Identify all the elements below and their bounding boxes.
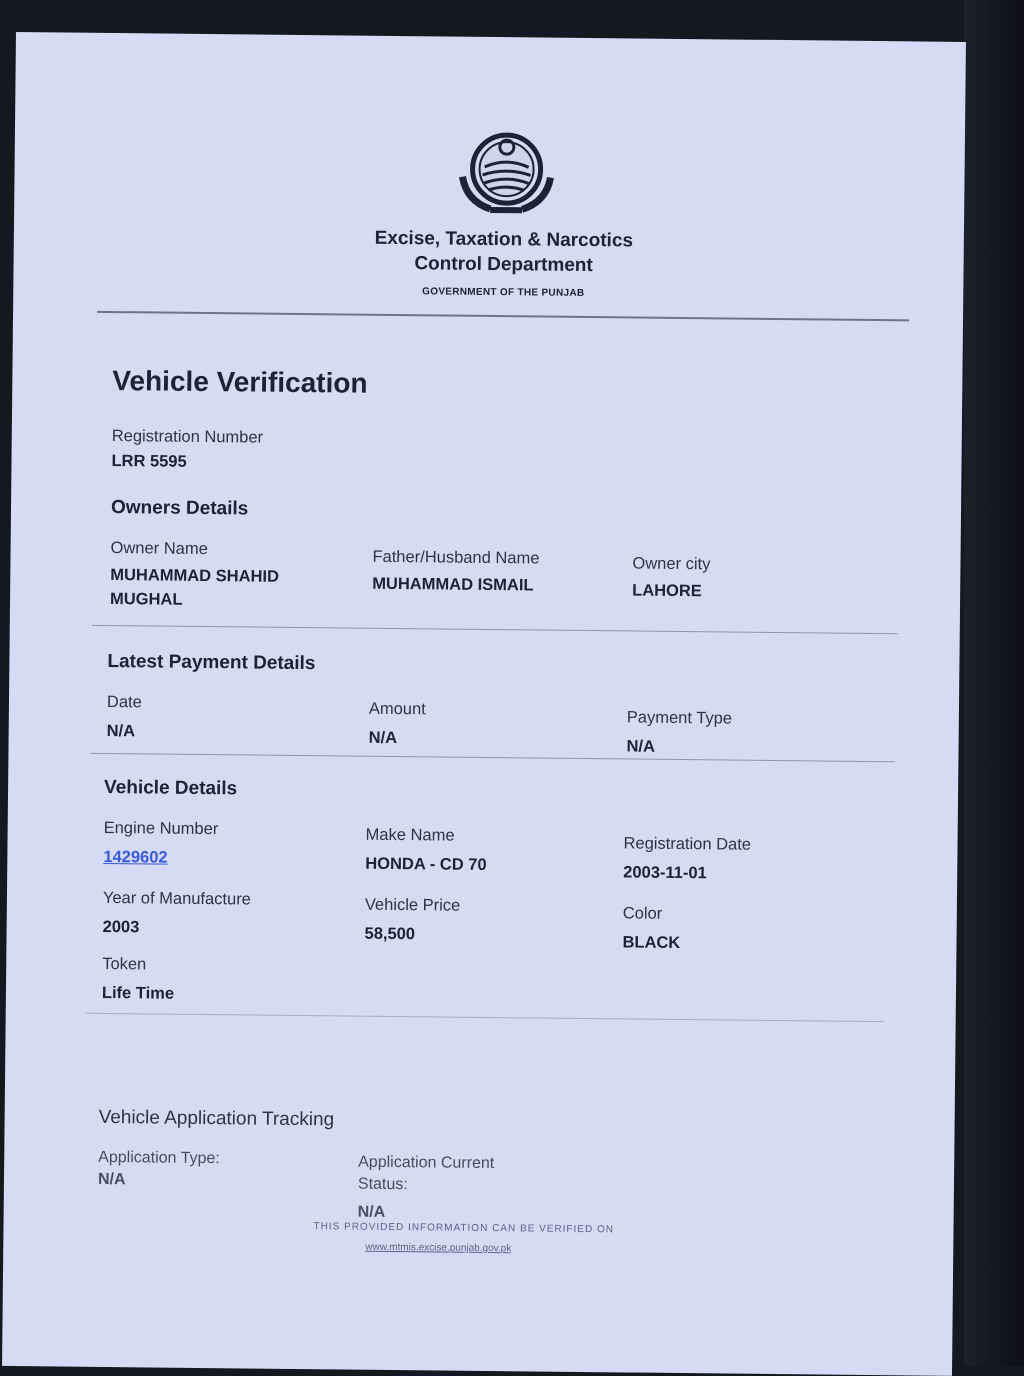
owner-name-line2: MUGHAL [109, 590, 183, 609]
owner-city-label: Owner city [632, 554, 711, 574]
engine-number-label: Engine Number [103, 818, 219, 839]
token-value: Life Time [101, 983, 175, 1003]
payment-date-value: N/A [106, 721, 136, 741]
government-subtitle: GOVERNMENT OF THE PUNJAB [422, 286, 585, 299]
payment-amount-label: Amount [368, 699, 426, 719]
registration-date-value: 2003-11-01 [623, 863, 707, 883]
father-husband-name-value: MUHAMMAD ISMAIL [372, 574, 534, 595]
header-divider [97, 311, 909, 322]
make-name-value: HONDA - CD 70 [365, 854, 487, 874]
application-status-label [358, 1154, 494, 1195]
owner-name-value [110, 563, 279, 613]
application-status-label-line1: Application Current [358, 1153, 495, 1173]
registration-number-label: Registration Number [111, 427, 264, 447]
color-label: Color [622, 904, 663, 923]
owners-details-heading: Owners Details [110, 497, 249, 520]
make-name-label: Make Name [365, 825, 455, 845]
father-husband-name-label: Father/Husband Name [372, 547, 540, 568]
payment-date-label: Date [106, 692, 142, 712]
application-status-label-line2: Status: [357, 1175, 408, 1194]
owner-name-line1: MUHAMMAD SHAHID [110, 566, 280, 586]
payment-type-value: N/A [626, 737, 656, 756]
page-title: Vehicle Verification [112, 365, 368, 399]
application-type-value: N/A [97, 1170, 126, 1189]
vehicle-details-heading: Vehicle Details [103, 776, 238, 800]
verification-document [2, 32, 966, 1376]
year-of-manufacture-value: 2003 [102, 917, 140, 937]
payment-amount-value: N/A [368, 728, 398, 748]
department-title-line2: Control Department [414, 253, 593, 277]
owner-city-value: LAHORE [632, 581, 702, 601]
department-title-line1: Excise, Taxation & Narcotics [374, 227, 634, 252]
footer-verification-link[interactable]: www.mtmis.excise.punjab.gov.pk [365, 1241, 512, 1255]
application-status-value: N/A [357, 1203, 386, 1221]
engine-number-link[interactable]: 1429602 [103, 847, 168, 867]
application-type-label: Application Type: [98, 1148, 220, 1168]
year-of-manufacture-label: Year of Manufacture [102, 888, 252, 909]
registration-date-label: Registration Date [623, 834, 752, 854]
owners-divider [92, 625, 898, 634]
department-title [263, 225, 743, 280]
payment-type-label: Payment Type [626, 708, 733, 728]
token-label: Token [102, 954, 147, 974]
application-tracking-heading: Vehicle Application Tracking [98, 1106, 335, 1131]
owner-name-label: Owner Name [110, 539, 208, 559]
color-value: BLACK [622, 933, 681, 953]
vehicle-price-value: 58,500 [364, 924, 416, 944]
vehicle-divider [86, 1013, 884, 1022]
vehicle-price-label: Vehicle Price [364, 895, 461, 915]
screen-bezel [964, 0, 1024, 1366]
payment-divider [90, 753, 894, 762]
punjab-government-emblem-icon [454, 127, 559, 218]
latest-payment-heading: Latest Payment Details [107, 650, 316, 675]
registration-number-value: LRR 5595 [111, 452, 187, 471]
footer-verification-note: THIS PROVIDED INFORMATION CAN BE VERIFIED ON [313, 1221, 615, 1236]
